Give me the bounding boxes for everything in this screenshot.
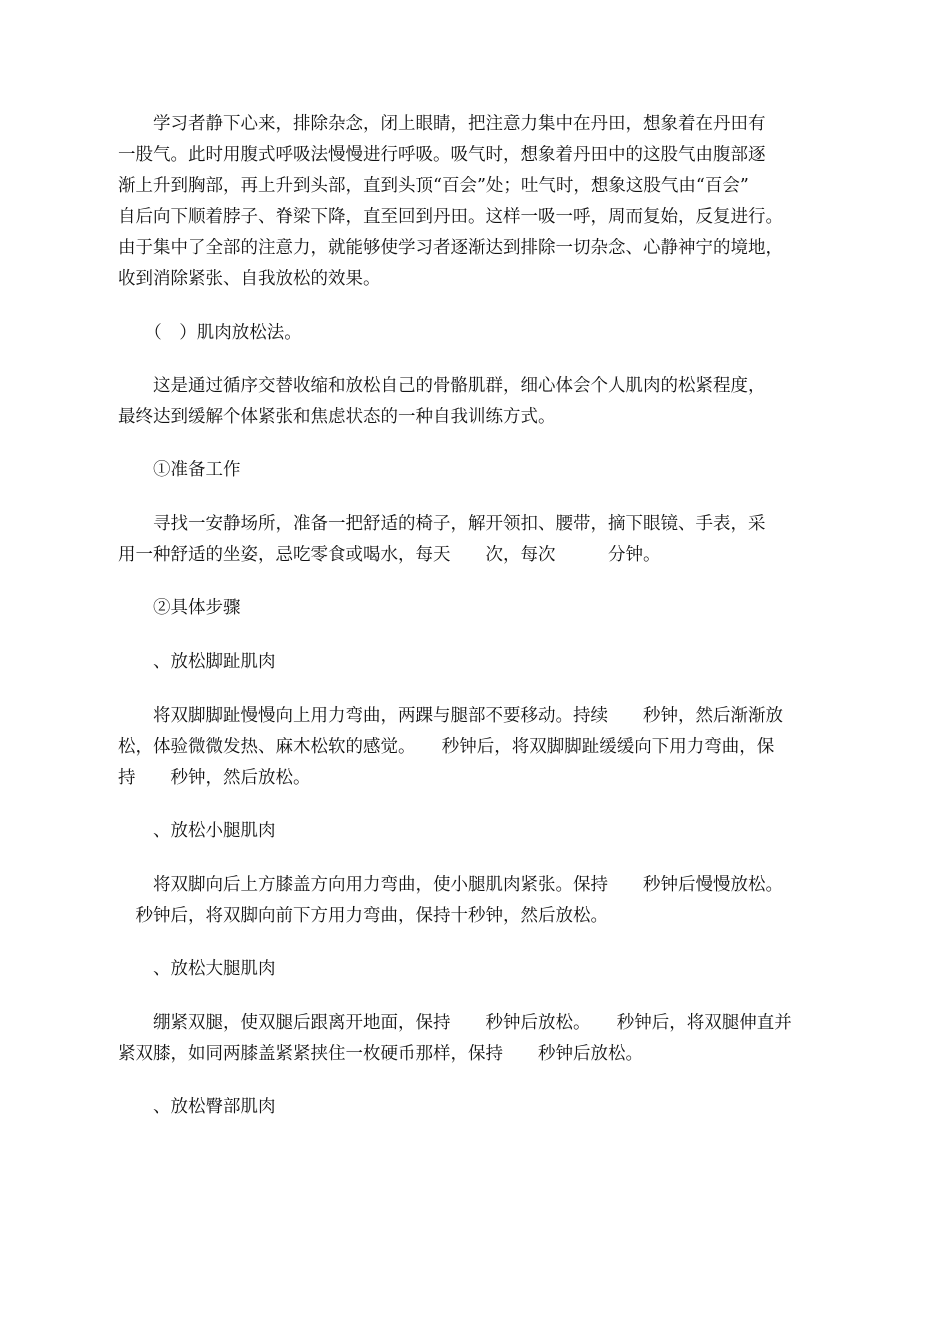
text-line: 秒钟后，将双脚向前下方用力弯曲，保持十秒钟，然后放松。	[118, 906, 608, 926]
heading-calf-muscles	[118, 816, 834, 847]
heading-thigh-muscles	[118, 954, 834, 985]
text-line: 自后向下顺着脖子、脊梁下降，直至回到丹田。这样一吸一呼，周而复始，反复进行。	[118, 207, 783, 227]
text-line: ①准备工作	[118, 460, 241, 480]
paragraph-dantian-breathing	[118, 109, 834, 295]
text-line: 渐上升到胸部，再上升到头部，直到头顶“百会”处；吐气时，想象这股气由“百会”	[118, 176, 749, 196]
text-line: 、放松大腿肌肉	[118, 959, 276, 979]
text-line: 一股气。此时用腹式呼吸法慢慢进行呼吸。吸气时，想象着丹田中的这股气由腹部逐	[118, 145, 766, 165]
paragraph-calf-muscles	[118, 870, 834, 932]
text-line: 由于集中了全部的注意力，就能够使学习者逐渐达到排除一切杂念、心静神宁的境地，	[118, 238, 783, 258]
text-line: 学习者静下心来，排除杂念，闭上眼睛，把注意力集中在丹田，想象着在丹田有	[118, 114, 766, 134]
text-line: 、放松脚趾肌肉	[118, 652, 276, 672]
text-line: 收到消除紧张、自我放松的效果。	[118, 269, 381, 289]
paragraph-toe-muscles	[118, 701, 834, 794]
text-line: 将双脚脚趾慢慢向上用力弯曲，两踝与腿部不要移动。持续 秒钟，然后渐渐放	[118, 706, 783, 726]
heading-preparation	[118, 455, 834, 486]
text-line: 用一种舒适的坐姿，忌吃零食或喝水，每天 次，每次 分钟。	[118, 545, 661, 565]
text-line: 紧双膝，如同两膝盖紧紧挟住一枚硬币那样，保持 秒钟后放松。	[118, 1044, 643, 1064]
text-line: 绷紧双腿，使双腿后跟离开地面，保持 秒钟后放松。 秒钟后，将双腿伸直并	[118, 1013, 792, 1033]
text-line: 将双脚向后上方膝盖方向用力弯曲，使小腿肌肉紧张。保持 秒钟后慢慢放松。	[118, 875, 783, 895]
text-line: 松，体验微微发热、麻木松软的感觉。 秒钟后，将双脚脚趾缓缓向下用力弯曲，保	[118, 737, 775, 757]
text-line: 寻找一安静场所，准备一把舒适的椅子，解开领扣、腰带，摘下眼镜、手表，采	[118, 514, 766, 534]
paragraph-thigh-muscles	[118, 1008, 834, 1070]
text-line: ②具体步骤	[118, 598, 241, 618]
text-line: 这是通过循序交替收缩和放松自己的骨骼肌群，细心体会个人肌肉的松紧程度，	[118, 376, 766, 396]
heading-hip-muscles	[118, 1092, 834, 1123]
heading-muscle-relaxation	[118, 318, 834, 349]
text-line: 最终达到缓解个体紧张和焦虑状态的一种自我训练方式。	[118, 407, 556, 427]
heading-steps	[118, 593, 834, 624]
text-line: 持 秒钟，然后放松。	[118, 768, 311, 788]
heading-toe-muscles	[118, 647, 834, 678]
paragraph-preparation	[118, 509, 834, 571]
text-line: 、放松小腿肌肉	[118, 821, 276, 841]
paragraph-muscle-relaxation-intro	[118, 371, 834, 433]
text-line: 、放松臀部肌肉	[118, 1097, 276, 1117]
text-line: （ ）肌肉放松法。	[118, 323, 302, 343]
